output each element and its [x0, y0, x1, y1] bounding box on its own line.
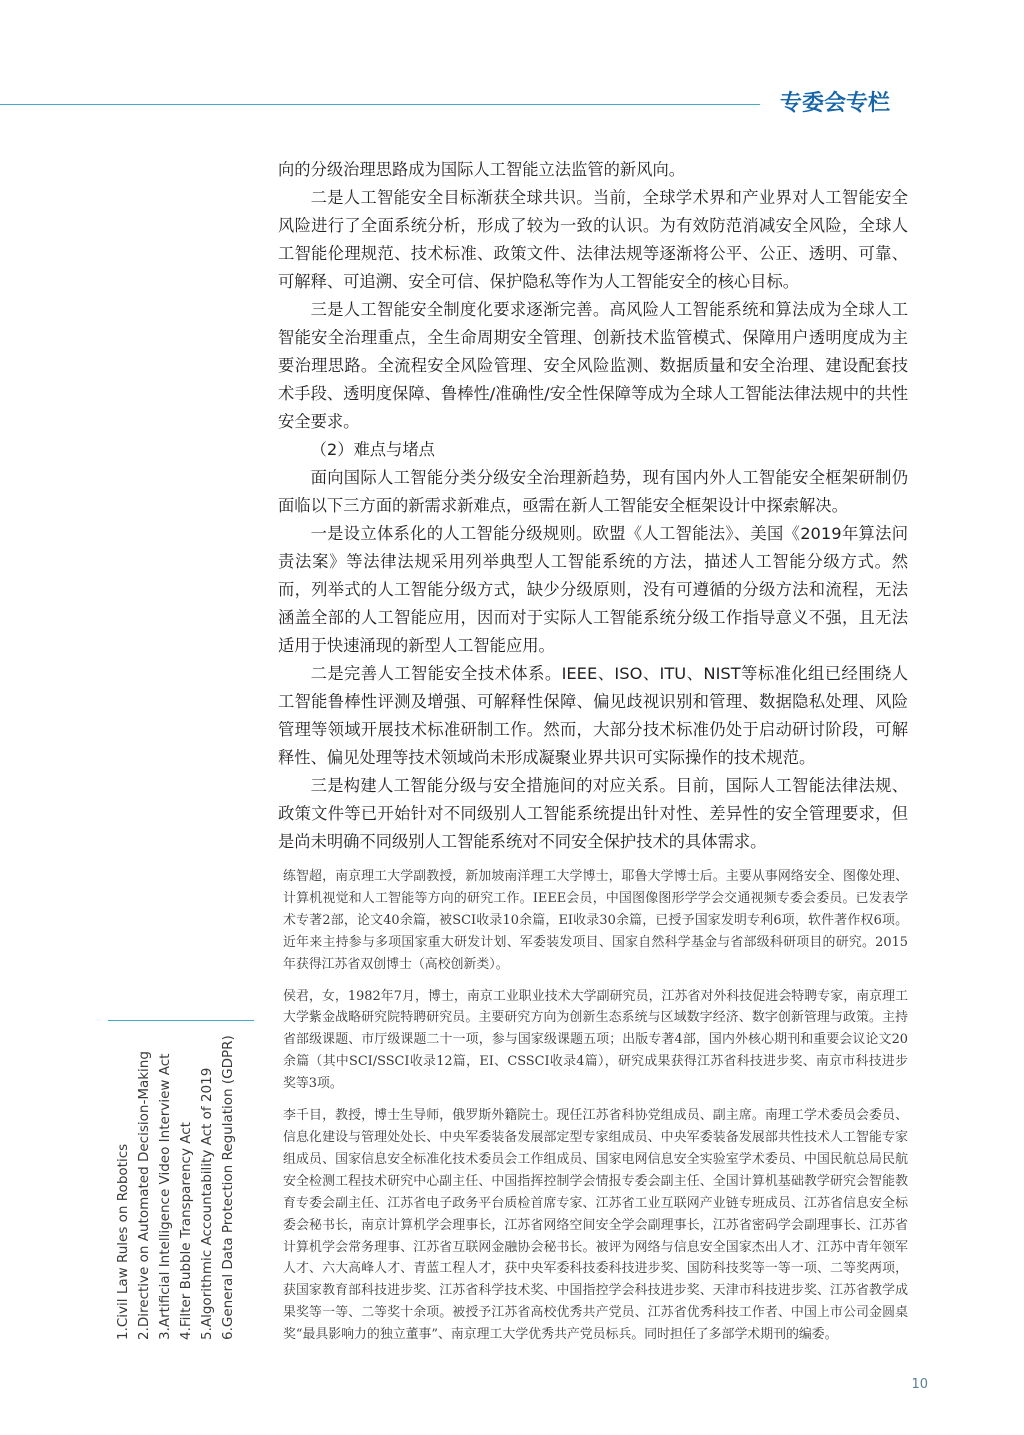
footnote-item: 1.Civil Law Rules on Robotics [115, 1143, 131, 1340]
paragraph: 二是完善人工智能安全技术体系。IEEE、ISO、ITU、NIST等标准化组已经围绕人工智能鲁棒性评测及增强、可解释性保障、偏见歧视识别和管理、数据隐私处理、风险管理等领域开展技术标准研制工作。然而，大部分技术标准仍处于启动研讨阶段，可解释性、偏见处理等技术领域尚未形成凝聚业界共识可实际操作的技术规范。 [278, 664, 908, 767]
author-bios [283, 866, 908, 1356]
paragraph: 三是构建人工智能分级与安全措施间的对应关系。目前，国际人工智能法律法规、政策文件等已开始针对不同级别人工智能系统提出针对性、差异性的安全管理要求，但是尚未明确不同级别人工智能系统对不同安全保护技术的具体需求。 [278, 776, 908, 851]
paragraph: 二是人工智能安全目标渐获全球共识。当前，全球学术界和产业界对人工智能安全风险进行了全面系统分析，形成了较为一致的认识。为有效防范消减安全风险，全球人工智能伦理规范、技术标准、政策文件、法律法规等逐渐将公平、公正、透明、可靠、可解释、可追溯、安全可信、保护隐私等作为人工智能安全的核心目标。 [278, 188, 908, 291]
author-bio: 练智超，南京理工大学副教授，新加坡南洋理工大学博士，耶鲁大学博士后。主要从事网络安全、图像处理、计算机视觉和人工智能等方向的研究工作。IEEE会员，中国图像图形学学会交通视频专委会委员。已发表学术专著2部，论文40余篇，被SCI收录10余篇，EI收录30余篇，已授予国家发明专利6项，软件著作权6项。近年来主持参与多项国家重大研发计划、军委装发项目、国家自然科学基金与省部级科研项目的研究。2015年获得江苏省双创博士（高校创新类）。 [283, 869, 908, 972]
footnote-item: 3.Artificial Intelligence Video Interview Act [157, 1053, 173, 1340]
header-rule [0, 104, 760, 105]
footnote-item: 4.Filter Bubble Transparency Act [178, 1122, 194, 1340]
paragraph: 一是设立体系化的人工智能分级规则。欧盟《人工智能法》、美国《2019年算法问责法案》等法律法规采用列举典型人工智能系统的方法，描述人工智能分级方式。然而，列举式的人工智能分级方式，缺少分级原则，没有可遵循的分级方法和流程，无法涵盖全部的人工智能应用，因而对于实际人工智能系统分级工作指导意义不强，且无法适用于快速涌现的新型人工智能应用。 [278, 524, 908, 655]
footnote-item: 6.General Data Protection Regulation (GDPR) [220, 1035, 236, 1340]
page-number: 10 [911, 1377, 928, 1392]
paragraph: 三是人工智能安全制度化要求逐渐完善。高风险人工智能系统和算法成为全球人工智能安全治理重点，全生命周期安全管理、创新技术监管模式、保障用户透明度成为主要治理思路。全流程安全风险管理、安全风险监测、数据质量和安全治理、建设配套技术手段、透明度保障、鲁棒性/准确性/安全性保障等成为全球人工智能法律法规中的共性安全要求。 [278, 300, 908, 431]
section-title: 专委会专栏 [780, 91, 891, 116]
paragraph: 向的分级治理思路成为国际人工智能立法监管的新风向。 [278, 160, 686, 179]
author-bio: 侯君，女，1982年7月，博士，南京工业职业技术大学副研究员，江苏省对外科技促进会特聘专家，南京理工大学紫金战略研究院特聘研究员。主要研究方向为创新生态系统与区域数字经济、数字创新管理与政策。主持省部级课题、市厅级课题二十一项，参与国家级课题五项；出版专著4部，国内外核心期刊和重要会议论文20余篇（其中SCI/SSCI收录12篇，EI、CSSCI收录4篇），研究成果获得江苏省科技进步奖、南京市科技进步奖等3项。 [283, 988, 908, 1092]
paragraph: 面向国际人工智能分类分级安全治理新趋势，现有国内外人工智能安全框架研制仍面临以下三方面的新需求新难点，亟需在新人工智能安全框架设计中探索解决。 [278, 468, 908, 515]
footnote-item: 2.Directive on Automated Decision-Making [136, 1051, 152, 1340]
footnotes [113, 1035, 253, 1340]
subsection-heading: （2）难点与堵点 [310, 440, 435, 459]
article-body [278, 156, 908, 856]
footnote-item: 5.Algorithmic Accountability Act of 2019 [199, 1067, 215, 1340]
author-bio: 李千目，教授，博士生导师，俄罗斯外籍院士。现任江苏省科协党组成员、副主席。南理工学术委员会委员、信息化建设与管理处处长、中央军委装备发展部定型专家组成员、中央军委装备发展部共性技术人工智能专家组成员、国家信息安全标准化技术委员会工作组成员、国家电网信息安全实验室学术委员、中国民航总局民航安全检测工程技术研究中心副主任、中国指挥控制学会情报专委会副主任、全国计算机基础教学研究会智能教育专委会副主任、江苏省电子政务平台质检首席专家、江苏省工业互联网产业链专班成员、江苏省信息安全标委会秘书长，南京计算机学会理事长，江苏省网络空间安全学会副理事长，江苏省密码学会副理事长、江苏省计算机学会常务理事、江苏省互联网金融协会秘书长。被评为网络与信息安全国家杰出人才、江苏中青年领军人才、六大高峰人才、青蓝工程人才，获中央军委科技委科技进步奖、国防科技奖等一等一项、二等奖两项，获国家教育部科技进步奖、江苏省科学技术奖、中国指控学会科技进步奖、天津市科技进步奖、江苏省教学成果奖等一等、二等奖十余项。被授予江苏省高校优秀共产党员、江苏省优秀科技工作者、中国上市公司金圆桌奖“最具影响力的独立董事”、南京理工大学优秀共产党员标兵。同时担任了多部学术期刊的编委。 [283, 1108, 908, 1343]
footnote-rule [108, 1020, 254, 1021]
